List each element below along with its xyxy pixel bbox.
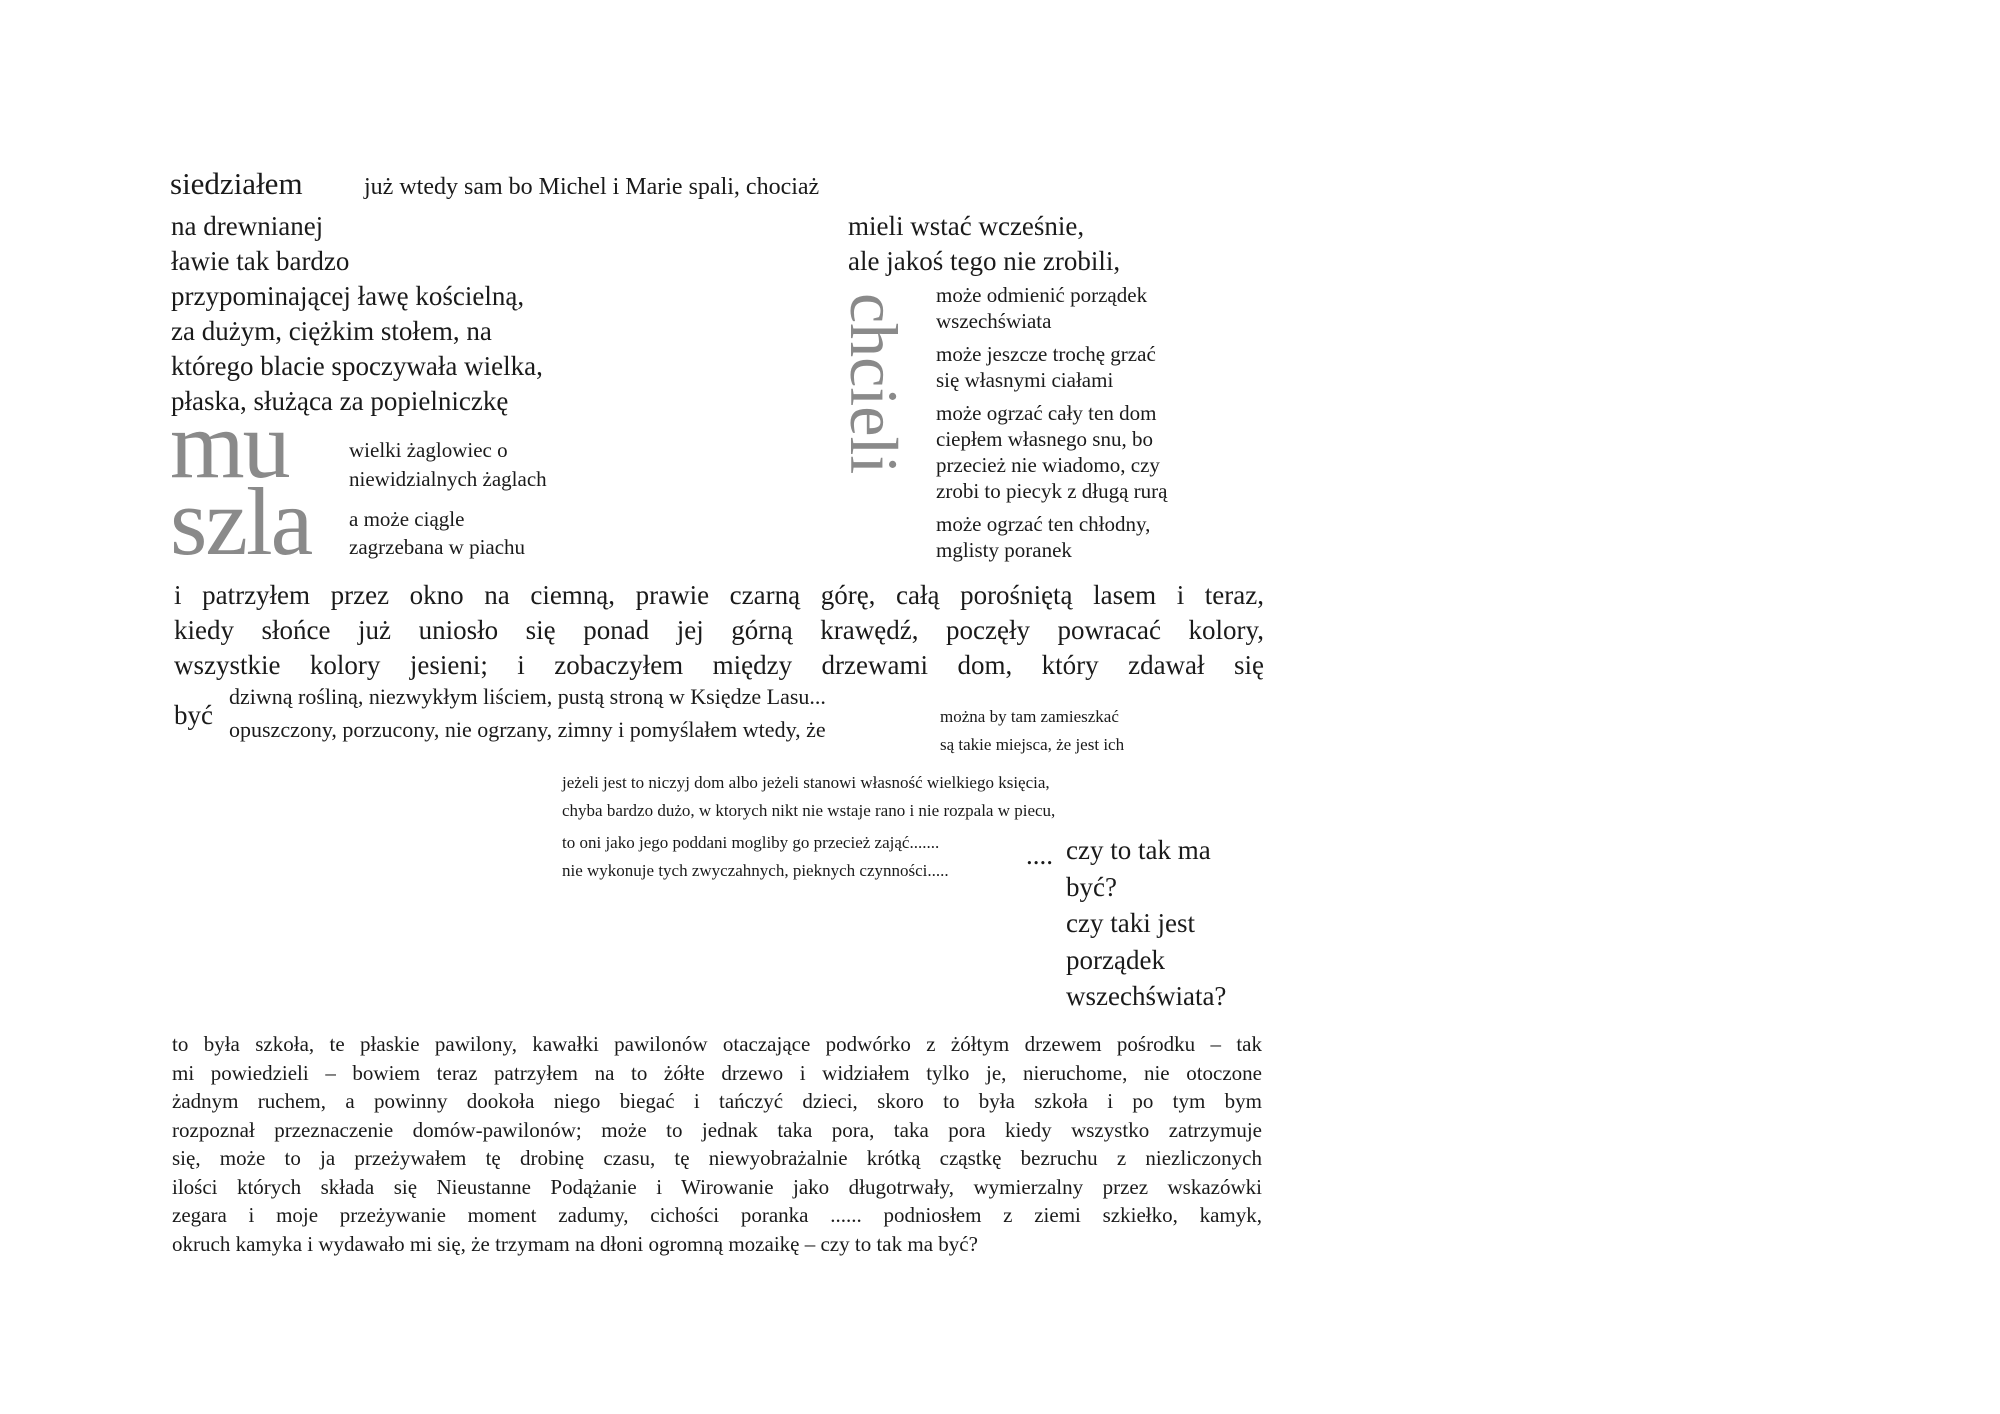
muszla-note: a może ciągle	[349, 507, 465, 531]
title-word: siedziałem	[170, 166, 303, 201]
muszla-note: wielki żaglowiec o	[349, 438, 508, 462]
right-line: mieli wstać wcześnie,	[848, 211, 1085, 241]
bottom-line: ilości których składa się Nieustanne Podążanie i Wirowanie jako długotrwały, wymierzalny przez wskazówki	[172, 1174, 1262, 1199]
bottom-line: to była szkoła, te płaskie pawilony, kawałki pawilonów otaczające podwórko z żółtym drzewem pośrodku – tak	[172, 1032, 1262, 1056]
small-block-line: jeżeli jest to niczyj dom albo jeżeli stanowi własność wielkiego księcia,	[562, 773, 1050, 792]
chcieli-note: mglisty poranek	[936, 538, 1072, 562]
byc-line: dziwną rośliną, niezwykłym liściem, pustą stroną w Księdze Lasu...	[229, 684, 826, 709]
small-right-line: są takie miejsca, że jest ich	[940, 735, 1125, 754]
bottom-line: okruch kamyka i wydawało mi się, że trzymam na dłoni ogromną mozaikę – czy to tak ma być?	[172, 1231, 978, 1256]
muszla-note: zagrzebana w piachu	[349, 535, 526, 559]
left-column	[171, 209, 543, 419]
question-line: czy taki jest	[1066, 908, 1195, 938]
questions	[1066, 832, 1226, 1015]
byc-line: opuszczony, porzucony, nie ogrzany, zimny i pomyślałem wtedy, że	[229, 717, 826, 742]
bottom-line: żadnym ruchem, a powinny dookoła niego biegać i tańczyć dzieci, skoro to była szkoła i po tym bym	[172, 1089, 1262, 1113]
left-line: na drewnianej	[171, 211, 324, 241]
small-block-line: to oni jako jego poddani mogliby go przecież zająć.......	[562, 833, 940, 852]
bottom-line: zegara i moje przeżywanie moment zadumy, cichości poranka ...... podniosłem z ziemi szkiełko, kamyk,	[172, 1203, 1262, 1227]
question-line: porządek	[1066, 944, 1165, 975]
small-block	[562, 769, 1055, 885]
bottom-line: się, może to ja przeżywałem tę drobinę czasu, tę niewyobrażalnie krótką cząstkę bezruchu z niezliczonych	[172, 1146, 1262, 1170]
small-block-line: chyba bardzo dużo, w ktorych nikt nie wstaje rano i nie rozpala w piecu,	[562, 801, 1056, 820]
chcieli-note: może ogrzać cały ten dom	[936, 401, 1157, 425]
left-line: za dużym, ciężkim stołem, na	[171, 316, 492, 346]
bottom-line: rozpoznał przeznaczenie domów-pawilonów; może to jednak taka pora, taka pora kiedy wszystko zatrzymuje	[172, 1117, 1262, 1142]
middle-line: wszystkie kolory jesieni; i zobaczyłem między drzewami dom, który zdawał się	[174, 650, 1264, 680]
middle-line: i patrzyłem przez okno na ciemną, prawie czarną górę, całą porośniętą lasem i teraz,	[174, 580, 1264, 610]
bottom-paragraph	[172, 1030, 1262, 1258]
dots: ....	[1026, 840, 1053, 870]
chcieli-note: może ogrzać ten chłodny,	[936, 512, 1151, 536]
chcieli-note: przecież nie wiadomo, czy	[936, 453, 1160, 477]
chcieli-note: może odmienić porządek	[936, 283, 1148, 307]
right-line: ale jakoś tego nie zrobili,	[848, 246, 1121, 276]
chcieli-note: może jeszcze trochę grzać	[936, 342, 1156, 366]
chcieli-note: wszechświata	[936, 309, 1052, 333]
muszla-top: mu	[170, 391, 289, 498]
left-line: przypominającej ławę kościelną,	[171, 281, 525, 311]
left-line: ławie tak bardzo	[171, 246, 350, 276]
top-line: już wtedy sam bo Michel i Marie spali, chociaż	[364, 174, 820, 200]
small-block-line: nie wykonuje tych zwyczahnych, pieknych czynności.....	[562, 861, 949, 880]
chcieli-note: zrobi to piecyk z długą rurą	[936, 479, 1168, 503]
question-line: czy to tak ma	[1066, 835, 1211, 865]
chcieli-vertical: chcieli	[836, 293, 912, 475]
bottom-line: mi powiedzieli – bowiem teraz patrzyłem na to żółte drzewo i widziałem tylko je, nieruchome, nie otoczone	[172, 1060, 1262, 1085]
question-line: być?	[1066, 871, 1117, 902]
small-right	[940, 703, 1124, 759]
chcieli-notes	[936, 282, 1168, 563]
muszla-note: niewidzialnych żaglach	[349, 467, 547, 491]
muszla-notes	[349, 436, 547, 561]
right-column	[848, 209, 1120, 279]
chcieli-note: się własnymi ciałami	[936, 368, 1114, 392]
left-line: którego blacie spoczywała wielka,	[171, 351, 543, 381]
byc-lines	[229, 680, 826, 746]
byc-word: być	[174, 700, 213, 730]
muszla-bottom: szla	[170, 468, 312, 575]
left-line: płaska, służąca za popielniczkę	[171, 386, 509, 416]
small-right-line: można by tam zamieszkać	[940, 707, 1119, 726]
middle-paragraph	[174, 578, 1264, 683]
question-line: wszechświata?	[1066, 981, 1227, 1011]
middle-line: kiedy słońce już uniosło się ponad jej górną krawędź, poczęły powracać kolory,	[174, 615, 1264, 645]
chcieli-note: ciepłem własnego snu, bo	[936, 427, 1153, 451]
